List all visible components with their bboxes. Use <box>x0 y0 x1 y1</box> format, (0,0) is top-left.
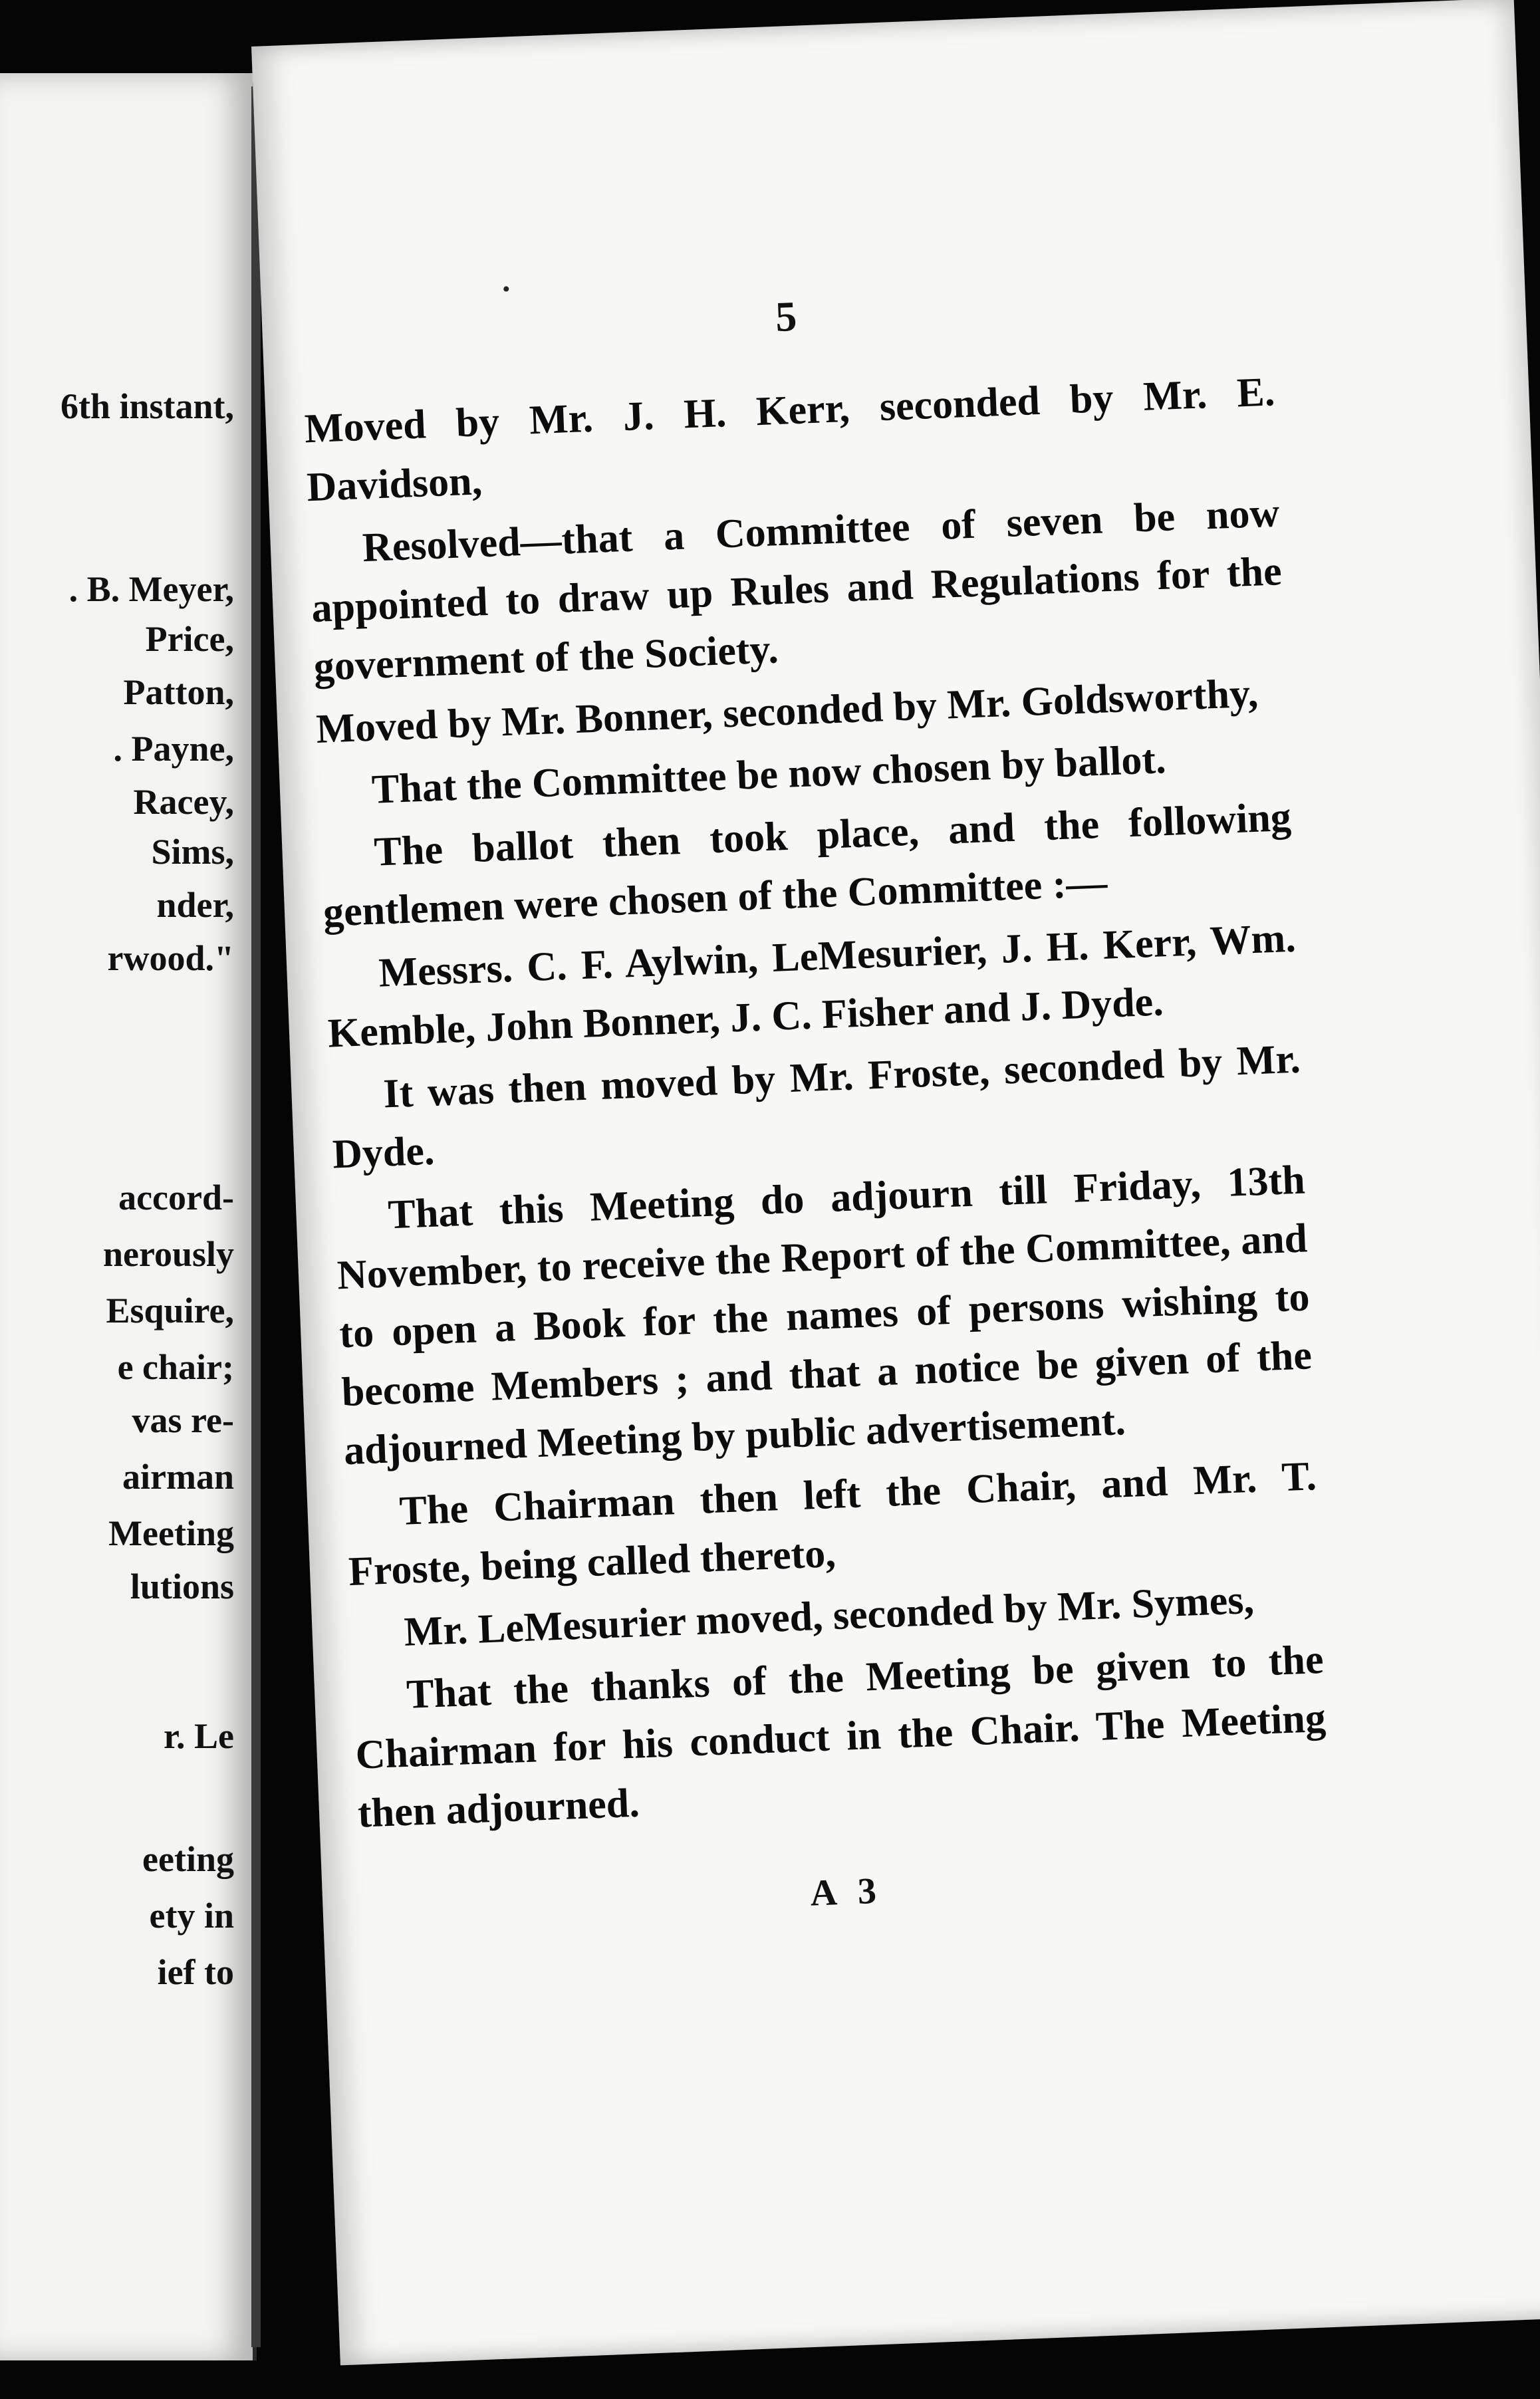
paragraph: That this Meeting do adjourn till Friday, 13th November, to receive the Report of the Committee, and to open a Book for the names of persons wishing to become Members ; and that a notice be given of the adjourned Meeting by public advertisement. <box>336 1157 1313 1474</box>
left-page-line: . B. Meyer, <box>68 569 234 609</box>
paragraph: The ballot then took place, and the following gentlemen were chosen of the Committee :— <box>322 794 1292 936</box>
signature-mark: A 3 <box>809 1870 884 1914</box>
left-page-line: e chair; <box>117 1347 234 1387</box>
left-page-line: . Payne, <box>113 729 234 769</box>
paragraph: Resolved—that a Committee of seven be now appointed to draw up Rules and Regulations for the government of the Society. <box>311 490 1283 690</box>
left-page-line: 6th instant, <box>60 386 234 426</box>
left-page-line: Meeting <box>108 1513 234 1553</box>
left-page-line: nerously <box>102 1234 234 1274</box>
paragraph: Moved by Mr. Bonner, seconded by Mr. Goldsworthy, <box>315 670 1259 752</box>
paragraph: Mr. LeMesurier moved, seconded by Mr. Symes, <box>403 1577 1255 1655</box>
left-page-line: Esquire, <box>106 1291 234 1330</box>
left-page-line: airman <box>122 1457 234 1497</box>
left-page-line: r. Le <box>164 1716 234 1756</box>
left-page-line: ety in <box>149 1896 234 1936</box>
paragraph: That the thanks of the Meeting be given to the Chairman for his conduct in the Chair. The Meeting then adjourned. <box>354 1636 1327 1836</box>
left-page-line: vas re- <box>132 1400 234 1440</box>
left-page-line: nder, <box>156 885 234 925</box>
left-page-line: rwood." <box>107 938 234 978</box>
left-page-line: Racey, <box>133 782 234 822</box>
left-page-line: Patton, <box>123 672 234 712</box>
paragraph: Messrs. C. F. Aylwin, LeMesurier, J. H. Kerr, Wm. Kemble, John Bonner, J. C. Fisher and J. Dyde. <box>326 915 1297 1057</box>
paragraph: That the Committee be now chosen by ballot. <box>370 737 1167 813</box>
paragraph: The Chairman then left the Chair, and Mr. T. Froste, being called thereto, <box>347 1453 1318 1595</box>
left-page-line: Price, <box>145 619 234 659</box>
paragraph: It was then moved by Mr. Froste, seconded by Mr. Dyde. <box>331 1036 1301 1178</box>
right-page <box>251 0 1540 2365</box>
book-gutter <box>251 86 261 2347</box>
left-page-fragment <box>0 73 257 2360</box>
left-page-line: ief to <box>157 1952 234 1992</box>
page-number: 5 <box>774 292 798 341</box>
paragraph: Moved by Mr. J. H. Kerr, seconded by Mr. E. Davidson, <box>303 369 1276 511</box>
ink-speck <box>503 286 509 291</box>
left-page-line: lutions <box>130 1567 234 1606</box>
left-page-line: eeting <box>142 1839 234 1879</box>
page-text-block <box>300 273 1334 1969</box>
left-page-line: accord- <box>118 1178 234 1217</box>
left-page-line: Sims, <box>151 832 234 872</box>
